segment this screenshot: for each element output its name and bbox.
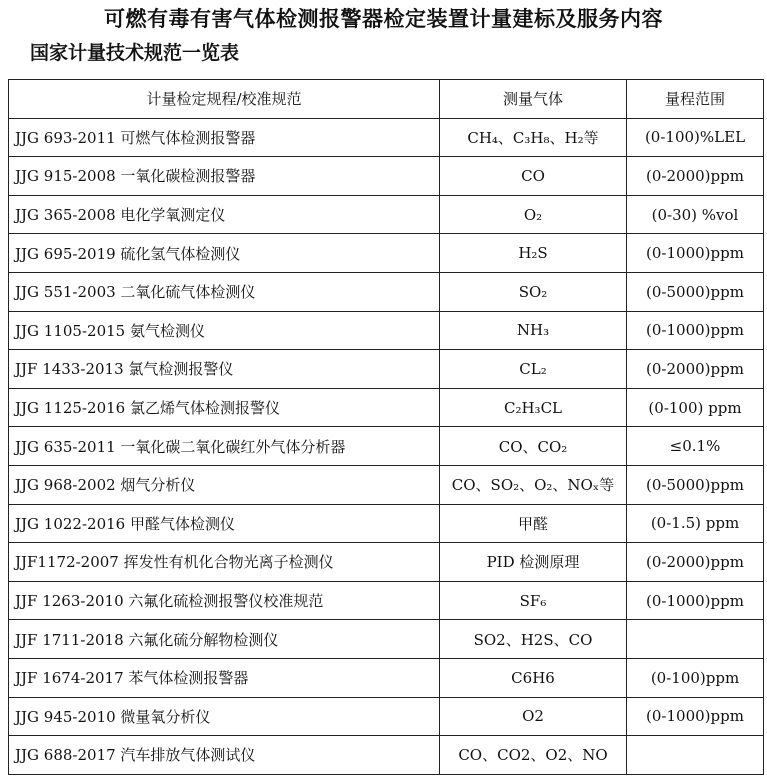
table-row (9, 581, 764, 620)
standards-table (8, 79, 764, 775)
table-row (9, 388, 764, 427)
standard-cell: JJG 1022-2016 甲醛气体检测仪 (9, 504, 440, 543)
standard-cell: JJG 693-2011 可燃气体检测报警器 (9, 118, 440, 157)
range-cell: (0-1000)ppm (627, 234, 764, 273)
gas-cell: SO₂ (440, 272, 627, 311)
standard-cell: JJG 551-2003 二氧化硫气体检测仪 (9, 272, 440, 311)
table-row (9, 465, 764, 504)
standard-cell: JJG 695-2019 硫化氢气体检测仪 (9, 234, 440, 273)
page-subtitle: 国家计量技术规范一览表 (30, 42, 240, 64)
gas-cell: CO (440, 157, 627, 196)
standard-cell: JJF 1263-2010 六氟化硫检测报警仪校准规范 (9, 581, 440, 620)
range-cell: (0-100)%LEL (627, 118, 764, 157)
header-range: 量程范围 (627, 80, 764, 119)
gas-cell: CH₄、C₃H₈、H₂等 (440, 118, 627, 157)
table-row (9, 272, 764, 311)
gas-cell: C₂H₃CL (440, 388, 627, 427)
gas-cell: O2 (440, 697, 627, 736)
range-cell: ≤0.1% (627, 427, 764, 466)
table-row (9, 350, 764, 389)
gas-cell: SO2、H2S、CO (440, 620, 627, 659)
range-cell: (0-1.5) ppm (627, 504, 764, 543)
range-cell: (0-2000)ppm (627, 157, 764, 196)
range-cell: (0-2000)ppm (627, 350, 764, 389)
standard-cell: JJF 1433-2013 氯气检测报警仪 (9, 350, 440, 389)
table-row (9, 620, 764, 659)
gas-cell: 甲醛 (440, 504, 627, 543)
gas-cell: SF₆ (440, 581, 627, 620)
table-row (9, 195, 764, 234)
range-cell (627, 736, 764, 775)
range-cell: (0-2000)ppm (627, 543, 764, 582)
standard-cell: JJF 1711-2018 六氟化硫分解物检测仪 (9, 620, 440, 659)
table-row (9, 118, 764, 157)
table-row (9, 736, 764, 775)
header-standard: 计量检定规程/校准规范 (9, 80, 440, 119)
header-gas: 测量气体 (440, 80, 627, 119)
range-cell (627, 620, 764, 659)
table-row (9, 157, 764, 196)
gas-cell: O₂ (440, 195, 627, 234)
standard-cell: JJG 1105-2015 氨气检测仪 (9, 311, 440, 350)
gas-cell: C6H6 (440, 658, 627, 697)
standard-cell: JJF 1674-2017 苯气体检测报警器 (9, 658, 440, 697)
table-row (9, 427, 764, 466)
standard-cell: JJG 968-2002 烟气分析仪 (9, 465, 440, 504)
gas-cell: CO、SO₂、O₂、NOₓ等 (440, 465, 627, 504)
standard-cell: JJG 635-2011 一氧化碳二氧化碳红外气体分析器 (9, 427, 440, 466)
table-row (9, 311, 764, 350)
table-row (9, 658, 764, 697)
standard-cell: JJG 945-2010 微量氧分析仪 (9, 697, 440, 736)
gas-cell: CO、CO₂ (440, 427, 627, 466)
gas-cell: NH₃ (440, 311, 627, 350)
range-cell: (0-5000)ppm (627, 272, 764, 311)
range-cell: (0-1000)ppm (627, 581, 764, 620)
range-cell: (0-30) %vol (627, 195, 764, 234)
table-row (9, 504, 764, 543)
range-cell: (0-5000)ppm (627, 465, 764, 504)
standard-cell: JJG 365-2008 电化学氧测定仪 (9, 195, 440, 234)
standard-cell: JJG 1125-2016 氯乙烯气体检测报警仪 (9, 388, 440, 427)
table-header-row (9, 80, 764, 119)
gas-cell: H₂S (440, 234, 627, 273)
standard-cell: JJG 688-2017 汽车排放气体测试仪 (9, 736, 440, 775)
table-row (9, 697, 764, 736)
gas-cell: PID 检测原理 (440, 543, 627, 582)
standard-cell: JJG 915-2008 一氧化碳检测报警器 (9, 157, 440, 196)
range-cell: (0-100)ppm (627, 658, 764, 697)
standard-cell: JJF1172-2007 挥发性有机化合物光离子检测仪 (9, 543, 440, 582)
table-row (9, 234, 764, 273)
gas-cell: CL₂ (440, 350, 627, 389)
gas-cell: CO、CO2、O2、NO (440, 736, 627, 775)
range-cell: (0-100) ppm (627, 388, 764, 427)
range-cell: (0-1000)ppm (627, 311, 764, 350)
page-title: 可燃有毒有害气体检测报警器检定装置计量建标及服务内容 (104, 7, 663, 31)
table-row (9, 543, 764, 582)
range-cell: (0-1000)ppm (627, 697, 764, 736)
